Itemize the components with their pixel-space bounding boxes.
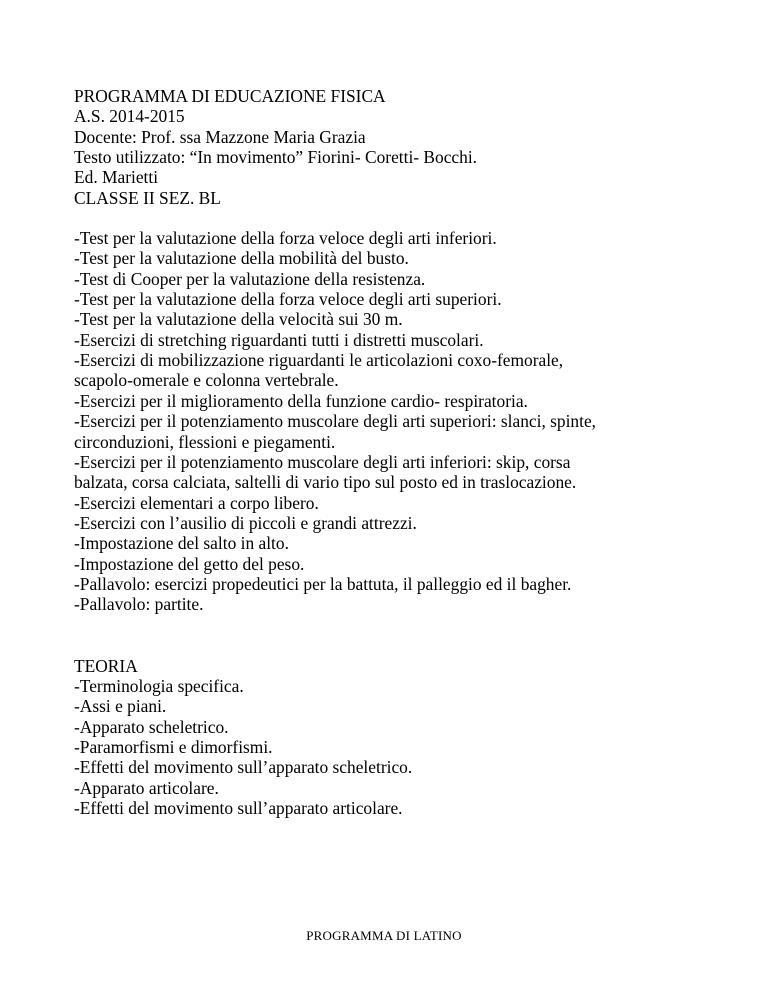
practice-line: -Test per la valutazione della mobilità del busto. xyxy=(74,248,409,269)
practice-line: -Impostazione del getto del peso. xyxy=(74,553,305,574)
practice-line: -Pallavolo: esercizi propedeutici per la battuta, il palleggio ed il bagher. xyxy=(74,573,572,594)
document-page xyxy=(74,86,734,818)
teacher-name: Docente: Prof. ssa Mazzone Maria Grazia xyxy=(74,126,366,147)
practice-line: -Esercizi elementari a corpo libero. xyxy=(74,492,319,513)
spacer xyxy=(74,208,734,228)
theory-line: -Apparato articolare. xyxy=(74,777,219,798)
practice-line: -Esercizi di stretching riguardanti tutti i distretti muscolari. xyxy=(74,329,484,350)
publisher-info: Ed. Marietti xyxy=(74,167,159,188)
practice-list xyxy=(74,228,734,615)
theory-line: -Effetti del movimento sull’apparato scheletrico. xyxy=(74,757,413,778)
textbook-info: Testo utilizzato: “In movimento” Fiorini- Coretti- Bocchi. xyxy=(74,147,478,168)
school-year: A.S. 2014-2015 xyxy=(74,106,185,127)
practice-line: -Test per la valutazione della forza veloce degli arti inferiori. xyxy=(74,228,497,249)
practice-line: -Esercizi per il potenziamento muscolare degli arti superiori: slanci, spinte, xyxy=(74,411,597,432)
practice-line: -Esercizi per il potenziamento muscolare degli arti inferiori: skip, corsa xyxy=(74,451,571,472)
theory-section xyxy=(74,656,734,819)
theory-heading: TEORIA xyxy=(74,655,138,676)
program-title: PROGRAMMA DI EDUCAZIONE FISICA xyxy=(74,86,386,106)
practice-line: balzata, corsa calciata, saltelli di vario tipo sul posto ed in traslocazione. xyxy=(74,472,577,493)
theory-line: -Assi e piani. xyxy=(74,696,167,717)
practice-line: -Test per la valutazione della velocità sui 30 m. xyxy=(74,309,403,330)
spacer xyxy=(74,615,734,656)
practice-line: scapolo-omerale e colonna vertebrale. xyxy=(74,370,339,391)
practice-line: circonduzioni, flessioni e piegamenti. xyxy=(74,431,336,452)
practice-line: -Esercizi di mobilizzazione riguardanti le articolazioni coxo-femorale, xyxy=(74,350,564,371)
class-info: CLASSE II SEZ. BL xyxy=(74,187,221,208)
practice-line: -Pallavolo: partite. xyxy=(74,594,204,615)
theory-line: -Apparato scheletrico. xyxy=(74,716,229,737)
theory-line: -Terminologia specifica. xyxy=(74,675,244,696)
theory-line: -Effetti del movimento sull’apparato articolare. xyxy=(74,798,403,818)
theory-line: -Paramorfismi e dimorfismi. xyxy=(74,736,273,757)
practice-line: -Test per la valutazione della forza veloce degli arti superiori. xyxy=(74,289,502,310)
document-header xyxy=(74,86,734,208)
practice-line: -Esercizi per il miglioramento della funzione cardio- respiratoria. xyxy=(74,390,528,411)
practice-line: -Esercizi con l’ausilio di piccoli e grandi attrezzi. xyxy=(74,512,417,533)
practice-line: -Impostazione del salto in alto. xyxy=(74,533,289,554)
practice-line: -Test di Cooper per la valutazione della resistenza. xyxy=(74,268,426,289)
next-program-title: PROGRAMMA DI LATINO xyxy=(306,928,462,943)
